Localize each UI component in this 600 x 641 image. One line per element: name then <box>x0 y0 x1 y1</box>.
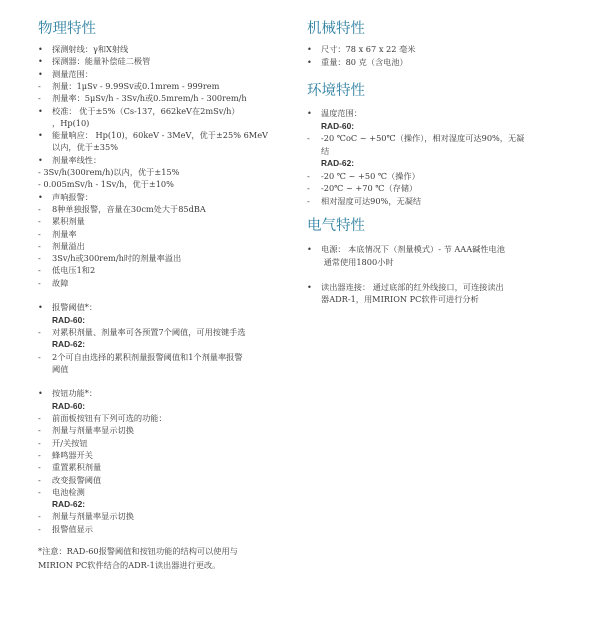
dash-marker: - <box>307 133 310 143</box>
spec-text: 故障 <box>52 277 69 288</box>
spec-line <box>307 294 479 305</box>
spec-text: 温度范围： <box>321 108 362 118</box>
spec-text: 校准： 优于±5%（Cs-137，662keV在2mSv/h） <box>52 105 240 116</box>
spec-text: 测量范围： <box>52 68 93 79</box>
spec-text: 阈值 <box>52 363 69 374</box>
spec-text: 探测射线：γ和X射线 <box>52 44 129 54</box>
spec-text: 剂量溢出 <box>52 240 85 251</box>
model-label <box>307 121 354 132</box>
dash-marker: - <box>38 216 41 227</box>
spec-line <box>38 69 93 80</box>
spec-line <box>38 364 68 375</box>
spec-text: - 0.005mSv/h - 1Sv/h，优于±10% <box>38 179 174 190</box>
spec-text: 电池检测 <box>52 486 85 497</box>
spec-text: 相对湿度可达90%，无凝结 <box>321 195 422 206</box>
bullet-marker: • <box>307 44 312 54</box>
spec-line <box>38 425 134 436</box>
spec-text: RAD-60: <box>52 400 86 411</box>
bullet-marker: • <box>38 105 43 116</box>
dash-marker: - <box>307 183 310 193</box>
spec-line <box>38 511 134 522</box>
spec-text: 改变报警阈值 <box>52 474 102 485</box>
spec-line <box>38 56 150 67</box>
dash-marker: - <box>38 326 41 337</box>
dash-marker: - <box>307 170 310 181</box>
bullet-marker: • <box>38 302 43 313</box>
dash-marker: - <box>38 523 41 534</box>
spec-text: 对累积剂量、剂量率可各预置7个阈值，可用按键手选 <box>52 326 246 337</box>
bullet-marker: • <box>38 44 43 54</box>
spec-text: 通常使用1800小时 <box>321 256 394 267</box>
spec-line <box>38 216 85 227</box>
model-label <box>38 315 85 326</box>
dash-marker: - <box>38 80 41 91</box>
spec-line <box>38 278 68 289</box>
spec-line <box>38 253 181 264</box>
bullet-marker: • <box>307 56 312 67</box>
spec-line <box>38 167 179 178</box>
spec-text: 结 <box>321 145 330 156</box>
spec-line <box>38 413 167 424</box>
spec-line <box>38 179 174 190</box>
spec-line <box>38 487 85 498</box>
dash-marker: - <box>38 462 41 473</box>
mechanical-specs-heading: 机械特性 <box>307 21 365 37</box>
footnote-line-1: *注意：RAD-60报警阈值和按钮功能的结构可以使用与 <box>38 546 238 556</box>
environmental-specs-heading: 环境特性 <box>307 83 365 99</box>
spec-line <box>38 118 89 129</box>
dash-marker: - <box>307 195 310 206</box>
spec-line <box>307 257 394 268</box>
spec-line <box>38 142 118 153</box>
bullet-marker: • <box>38 68 43 79</box>
spec-text: RAD-60: <box>52 314 86 325</box>
spec-line <box>38 352 243 363</box>
bullet-marker: • <box>307 244 312 254</box>
bullet-marker: • <box>307 108 312 118</box>
spec-text: - 3Sv/h(300rem/h)以内，优于±15% <box>38 167 180 177</box>
spec-line <box>307 44 415 55</box>
bullet-marker: • <box>38 130 43 141</box>
dash-marker: - <box>38 425 41 436</box>
spec-line <box>307 196 421 207</box>
spec-line <box>38 155 101 166</box>
spec-text: 剂量率：5μSv/h - 3Sv/h或0.5mrem/h - 300rem/h <box>52 93 247 104</box>
spec-text: 8种单独报警，音量在30cm处大于85dBA <box>52 203 206 214</box>
spec-line <box>38 327 246 338</box>
spec-line <box>38 204 206 215</box>
dash-marker: - <box>38 93 41 104</box>
spec-line <box>38 229 77 240</box>
spec-text: 剂量率线性： <box>52 154 102 165</box>
electrical-specs-heading: 电气特性 <box>307 218 365 234</box>
spec-text: RAD-60: <box>321 120 355 131</box>
spec-text: -20 ℃ ~ +50 ℃（操作） <box>321 170 420 181</box>
spec-text: 剂量与剂量率显示切换 <box>52 425 134 436</box>
dash-marker: - <box>38 449 41 460</box>
spec-line <box>307 146 329 157</box>
dash-marker: - <box>38 228 41 239</box>
spec-line <box>38 106 240 117</box>
spec-line <box>38 462 101 473</box>
spec-line <box>38 44 128 55</box>
spec-line <box>38 302 97 313</box>
spec-line <box>307 183 417 194</box>
spec-text: 剂量率 <box>52 228 77 239</box>
spec-line <box>38 388 97 399</box>
spec-text: RAD-62: <box>52 339 86 350</box>
spec-text: 剂量与剂量率显示切换 <box>52 511 134 522</box>
dash-marker: - <box>38 351 41 362</box>
spec-text: 前面板按钮有下列可选的功能： <box>52 413 167 423</box>
spec-text: 电源： 本底情况下（剂量模式）- 节 AAA碱性电池 <box>321 244 505 254</box>
dash-marker: - <box>38 437 41 448</box>
spec-line <box>38 450 93 461</box>
bullet-marker: • <box>38 388 43 399</box>
spec-text: 声响报警： <box>52 191 93 202</box>
spec-line <box>38 241 85 252</box>
dash-marker: - <box>38 486 41 497</box>
spec-text: 能量响应： Hp(10)，60keV - 3MeV，优于±25% 6MeV <box>52 130 268 141</box>
dash-marker: - <box>38 413 41 423</box>
bullet-marker: • <box>38 56 43 67</box>
spec-line <box>307 171 420 182</box>
spec-text: 剂量：1μSv - 9.99Sv或0.1mrem - 999rem <box>52 80 220 91</box>
spec-text: 累积剂量 <box>52 216 85 227</box>
dash-marker: - <box>38 511 41 522</box>
model-label <box>307 158 354 169</box>
spec-text: 重置累积剂量 <box>52 462 102 473</box>
spec-line <box>38 93 247 104</box>
spec-line <box>38 290 52 301</box>
spec-line <box>307 282 504 293</box>
spec-text: 按钮功能*： <box>52 388 98 399</box>
bullet-marker: • <box>38 154 43 165</box>
spec-line <box>307 244 505 255</box>
dash-marker: - <box>38 203 41 214</box>
spec-text: 报警阈值*： <box>52 302 98 313</box>
spec-text: 报警值显示 <box>52 523 93 534</box>
spec-text: 尺寸：78 x 67 x 22 毫米 <box>321 44 416 54</box>
dash-marker: - <box>38 265 41 276</box>
spec-text: ，Hp(10) <box>52 117 90 128</box>
model-label <box>38 339 85 350</box>
spec-line <box>38 524 93 535</box>
dash-marker: - <box>38 240 41 251</box>
dash-marker: - <box>38 253 41 264</box>
spec-line <box>307 108 362 119</box>
dash-marker: - <box>38 474 41 485</box>
spec-text: RAD-62: <box>52 499 86 510</box>
spec-line <box>38 81 219 92</box>
spec-line <box>38 475 101 486</box>
bullet-marker: • <box>307 281 312 292</box>
spec-line <box>307 57 408 68</box>
spec-text: 以内，优于±35% <box>52 142 118 153</box>
spec-text: -20 ℃oC ~ +50℃（操作），相对湿度可达90%，无凝 <box>321 133 525 143</box>
spec-text: 低电压1和2 <box>52 265 96 276</box>
spec-line <box>38 376 52 387</box>
dash-marker: - <box>38 277 41 288</box>
spec-text: 读出器连接： 通过底部的红外线接口，可连接读出 <box>321 281 504 292</box>
spec-line <box>38 265 95 276</box>
spec-text: RAD-62: <box>321 158 355 168</box>
spec-line <box>38 192 93 203</box>
spec-text: 2个可自由选择的累积剂量报警阈值和1个剂量率报警 <box>52 351 243 362</box>
spec-text: -20℃ ~ +70 ℃（存储） <box>321 183 418 193</box>
footnote-line-2: MIRION PC软件结合的ADR-1读出器进行更改。 <box>38 560 221 570</box>
spec-text: 重量：80 克（含电池） <box>321 56 408 67</box>
spec-line <box>307 133 524 144</box>
spec-text: 3Sv/h或300rem/h时的剂量率溢出 <box>52 253 182 264</box>
physical-specs-heading: 物理特性 <box>38 21 96 37</box>
model-label <box>38 499 85 510</box>
spec-line <box>38 130 268 141</box>
spec-text: 探测器：能量补偿硅二极管 <box>52 56 151 67</box>
spec-text: 蜂鸣器开关 <box>52 449 93 460</box>
spec-line <box>307 269 321 280</box>
spec-line <box>38 438 88 449</box>
spec-text: 开/关按钮 <box>52 437 88 448</box>
spec-text: 器ADR-1，用MIRION PC软件可进行分析 <box>321 294 479 304</box>
model-label <box>38 401 85 412</box>
bullet-marker: • <box>38 191 43 202</box>
